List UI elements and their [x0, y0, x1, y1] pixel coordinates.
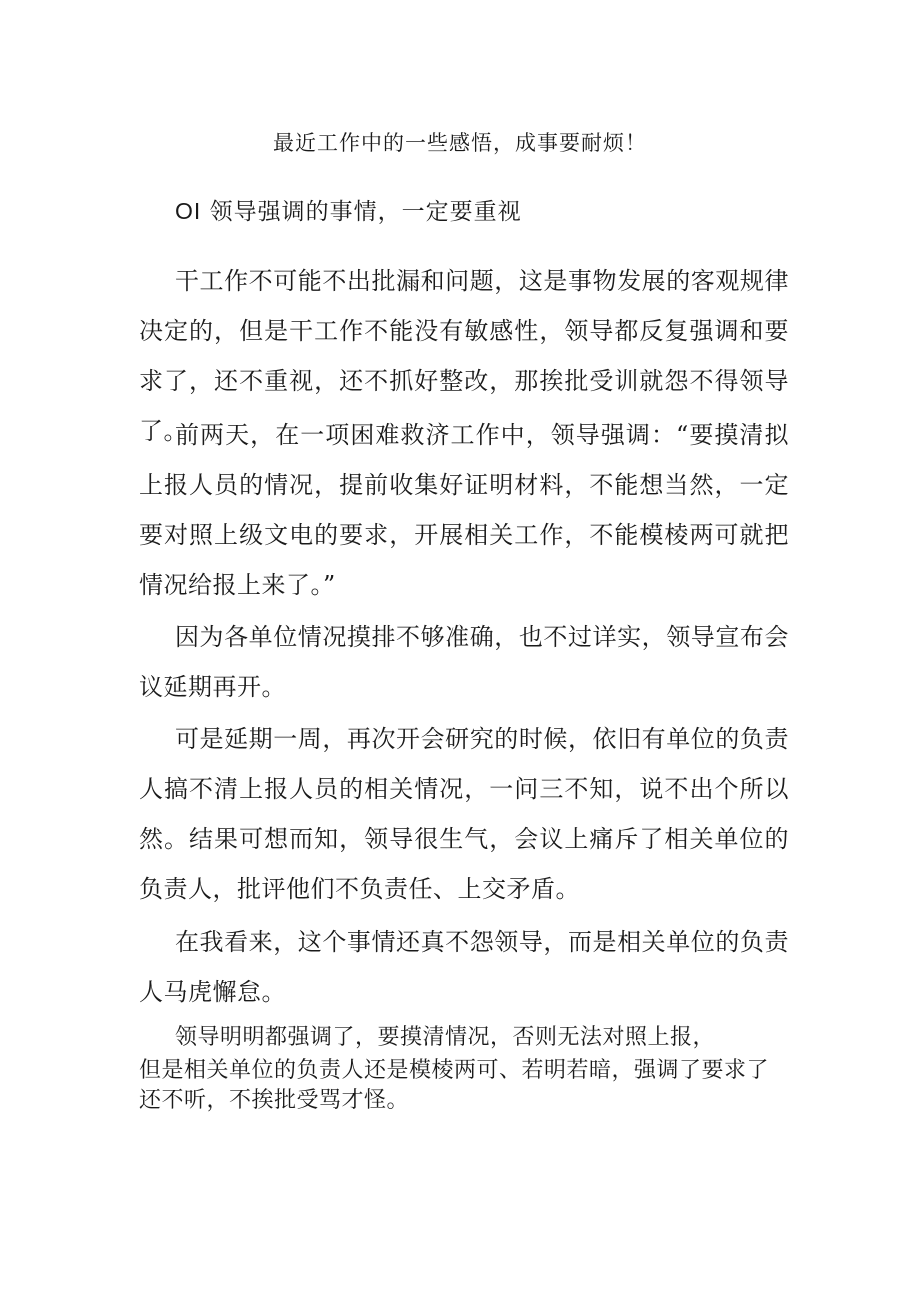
paragraph-3: 因为各单位情况摸排不够准确，也不过详实，领导宣布会议延期再开。: [139, 623, 789, 701]
paragraph-4: 可是延期一周，再次开会研究的时候，依旧有单位的负责人搞不清上报人员的相关情况，一问三不知，说不出个所以然。结果可想而知，领导很生气，会议上痛斥了相关单位的负责人，批评他们不负责任、上交矛盾。: [139, 725, 789, 903]
paragraph-6-first-line: 领导明明都强调了，要摸清情况，否则无法对照上报，: [175, 1025, 716, 1050]
section-number: OI: [175, 198, 202, 224]
paragraph-6-rest: 但是相关单位的负责人还是模棱两可、若明若暗，强调了要求了还不听，不挨批受骂才怪。: [139, 1058, 770, 1113]
document-title: 最近工作中的一些感悟，成事要耐烦！: [273, 131, 647, 155]
paragraph-5: 在我看来，这个事情还真不怨领导，而是相关单位的负责人马虎懈怠。: [139, 928, 789, 1006]
section-heading-text: 领导强调的事情，一定要重视: [209, 199, 522, 225]
section-heading: [175, 195, 522, 228]
paragraph-2: 前两天，在一项困难救济工作中，领导强调：“要摸清拟上报人员的情况，提前收集好证明材料，不能想当然，一定要对照上级文电的要求，开展相关工作，不能模棱两可就把情况给报上来了。”: [139, 421, 789, 599]
paragraph-6: [139, 1020, 789, 1116]
paragraph-1: 干工作不可能不出批漏和问题，这是事物发展的客观规律决定的，但是干工作不能没有敏感性，领导都反复强调和要求了，还不重视，还不抓好整改，那挨批受训就怨不得领导了。: [139, 267, 789, 445]
